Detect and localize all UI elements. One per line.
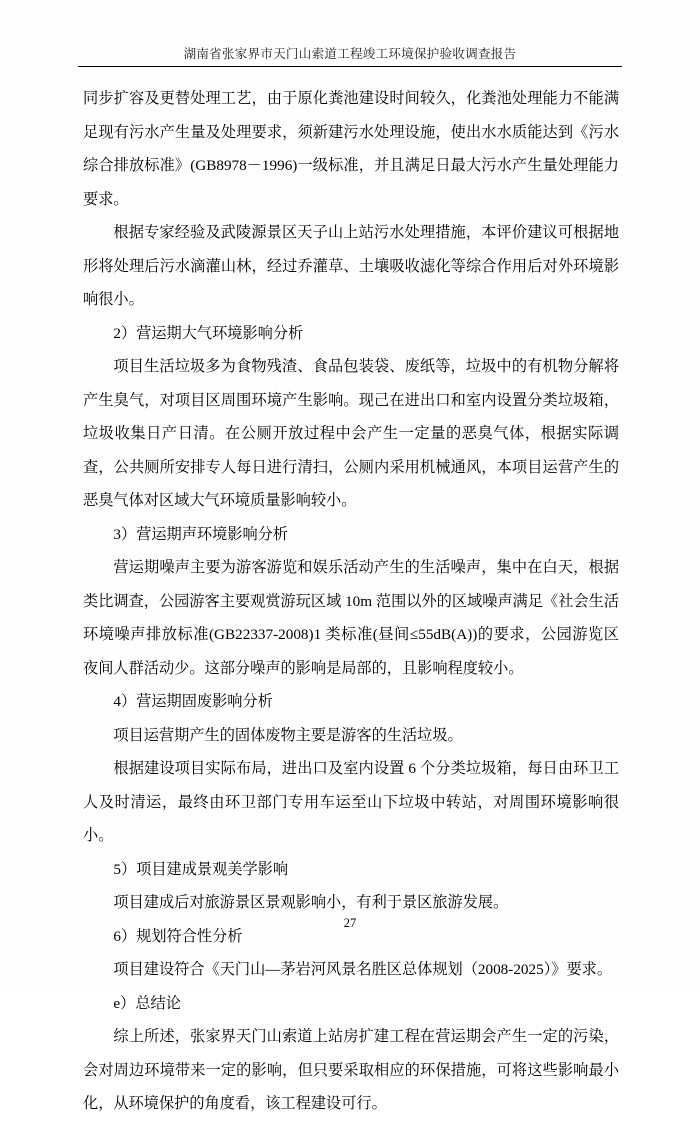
body-paragraph: 2）营运期大气环境影响分析 xyxy=(113,324,304,342)
body-paragraph: 项目建设符合《天门山—茅岩河风景名胜区总体规划（2008-2025）》要求。 xyxy=(113,961,613,978)
page-number: 27 xyxy=(343,916,357,930)
body-paragraph: 4）营运期固废影响分析 xyxy=(113,693,273,710)
body-paragraph: 综上所述，张家界天门山索道上站房扩建工程在营运期会产生一定的污染，会对周边环境带来一定的影响，但只要采取相应的环保措施，可将这些影响最小化，从环境保护的角度看，该工程建设可行。 xyxy=(83,1028,619,1112)
body-paragraph: 根据专家经验及武陵源景区天子山上站污水处理措施，本评价建议可根据地形将处理后污水滴灌山林，经过乔灌草、土壤吸收滤化等综合作用后对外环境影响很小。 xyxy=(83,224,619,308)
body-paragraph: 5）项目建成景观美学影响 xyxy=(113,860,289,878)
body-paragraph: 项目运营期产生的固体废物主要是游客的生活垃圾。 xyxy=(113,726,463,744)
body-paragraph: 营运期噪声主要为游客游览和娱乐活动产生的生活噪声，集中在白天，根据类比调查，公园游客主要观赏游玩区域 10m 范围以外的区域噪声满足《社会生活环境噪声排放标准(GB22337-2008)1 类标准(昼间≤55dB(A))的要求，公园游览区夜间人群活动少。这部分噪声的影响是局部的，且影响程度较小。 xyxy=(83,559,619,677)
header-divider xyxy=(78,66,622,67)
running-header: 湖南省张家界市天门山索道工程竣工环境保护验收调查报告 xyxy=(183,47,517,61)
body-paragraph: e）总结论 xyxy=(113,994,181,1012)
body-paragraph: 同步扩容及更替处理工艺，由于原化粪池建设时间较久，化粪池处理能力不能满足现有污水产生量及处理要求，须新建污水处理设施，使出水水质能达到《污水综合排放标准》(GB8978－1996)一级标准，并且满足日最大污水产生量处理能力要求。 xyxy=(83,90,619,208)
body-paragraph: 根据建设项目实际布局，进出口及室内设置 6 个分类垃圾箱，每日由环卫工人及时清运，最终由环卫部门专用车运至山下垃圾中转站，对周围环境影响很小。 xyxy=(83,760,619,844)
body-paragraph: 6）规划符合性分析 xyxy=(113,927,243,945)
document-body xyxy=(83,82,619,1121)
body-paragraph: 3）营运期声环境影响分析 xyxy=(113,525,289,543)
body-paragraph: 项目建成后对旅游景区景观影响小，有利于景区旅游发展。 xyxy=(113,894,509,911)
body-paragraph: 项目生活垃圾多为食物残渣、食品包装袋、废纸等，垃圾中的有机物分解将产生臭气，对项目区周围环境产生影响。现己在进出口和室内设置分类垃圾箱，垃圾收集日产日清。在公厕开放过程中会产生一定量的恶臭气体，根据实际调查，公共厕所安排专人每日进行清扫，公厕内采用机械通风，本项目运营产生的恶臭气体对区域大气环境质量影响较小。 xyxy=(83,358,619,509)
